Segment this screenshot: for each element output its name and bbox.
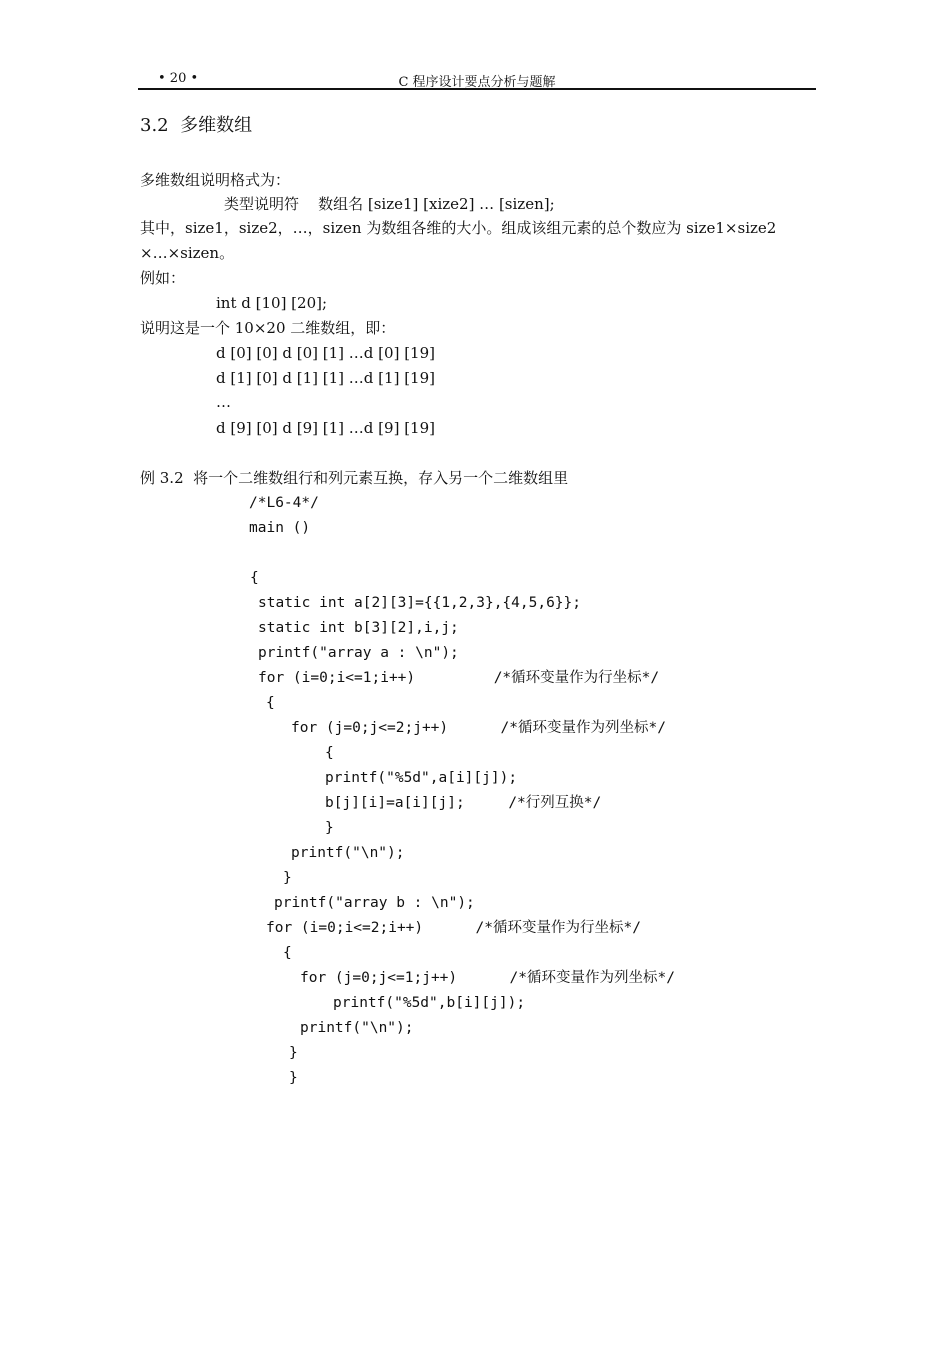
array-row: … [216,393,231,411]
paragraph: 说明这是一个 10×20 二维数组，即： [140,319,396,337]
paragraph: 其中，size1，size2，…，sizen 为数组各维的大小。组成该组元素的总个数应为 size1×size2 [140,219,777,237]
code-line: { [283,945,292,961]
paragraph: 多维数组说明格式为： [140,171,291,189]
paragraph: 例如： [140,269,186,287]
page-number: • 20 • [158,71,199,86]
code-line: } [289,1070,298,1086]
paragraph: ×…×sizen。 [140,244,235,262]
code-line: for (i=0;i<=2;i++) /*循环变量作为行坐标*/ [266,920,641,936]
code-line: for (j=0;j<=2;j++) /*循环变量作为列坐标*/ [291,720,666,736]
code-line: /*L6-4*/ [249,495,319,511]
code-line: printf("%5d",b[i][j]); [333,995,526,1011]
code-line: } [289,1045,298,1061]
array-row: d [1] [0] d [1] [1] …d [1] [19] [216,369,435,387]
section-title: 3.2 多维数组 [140,115,253,136]
paragraph: 类型说明符 数组名 [size1] [xize2] … [sizen]; [224,195,555,213]
code-line: } [325,820,334,836]
code-line: { [250,570,259,586]
code-line: b[j][i]=a[i][j]; /*行列互换*/ [325,795,602,811]
book-title: C 程序设计要点分析与题解 [398,75,556,90]
array-row: d [0] [0] d [0] [1] …d [0] [19] [216,344,435,362]
code-line: printf("\n"); [300,1020,414,1036]
page-header [138,68,816,90]
code-example: int d [10] [20]; [216,294,328,312]
code-line: printf("\n"); [291,845,405,861]
code-line: for (j=0;j<=1;j++) /*循环变量作为列坐标*/ [300,970,675,986]
array-row: d [9] [0] d [9] [1] …d [9] [19] [216,419,435,437]
code-line: { [325,745,334,761]
code-line: printf("%5d",a[i][j]); [325,770,518,786]
code-line: static int b[3][2],i,j; [258,620,459,636]
code-line: printf("array b : \n"); [274,895,475,911]
code-line: for (i=0;i<=1;i++) /*循环变量作为行坐标*/ [258,670,660,686]
code-line: { [266,695,275,711]
code-line: } [283,870,292,886]
code-line: main () [249,520,311,536]
code-line: printf("array a : \n"); [258,645,459,661]
code-line: static int a[2][3]={{1,2,3},{4,5,6}}; [258,595,582,611]
example-heading: 例 3.2 将一个二维数组行和列元素互换，存入另一个二维数组里 [140,469,569,487]
